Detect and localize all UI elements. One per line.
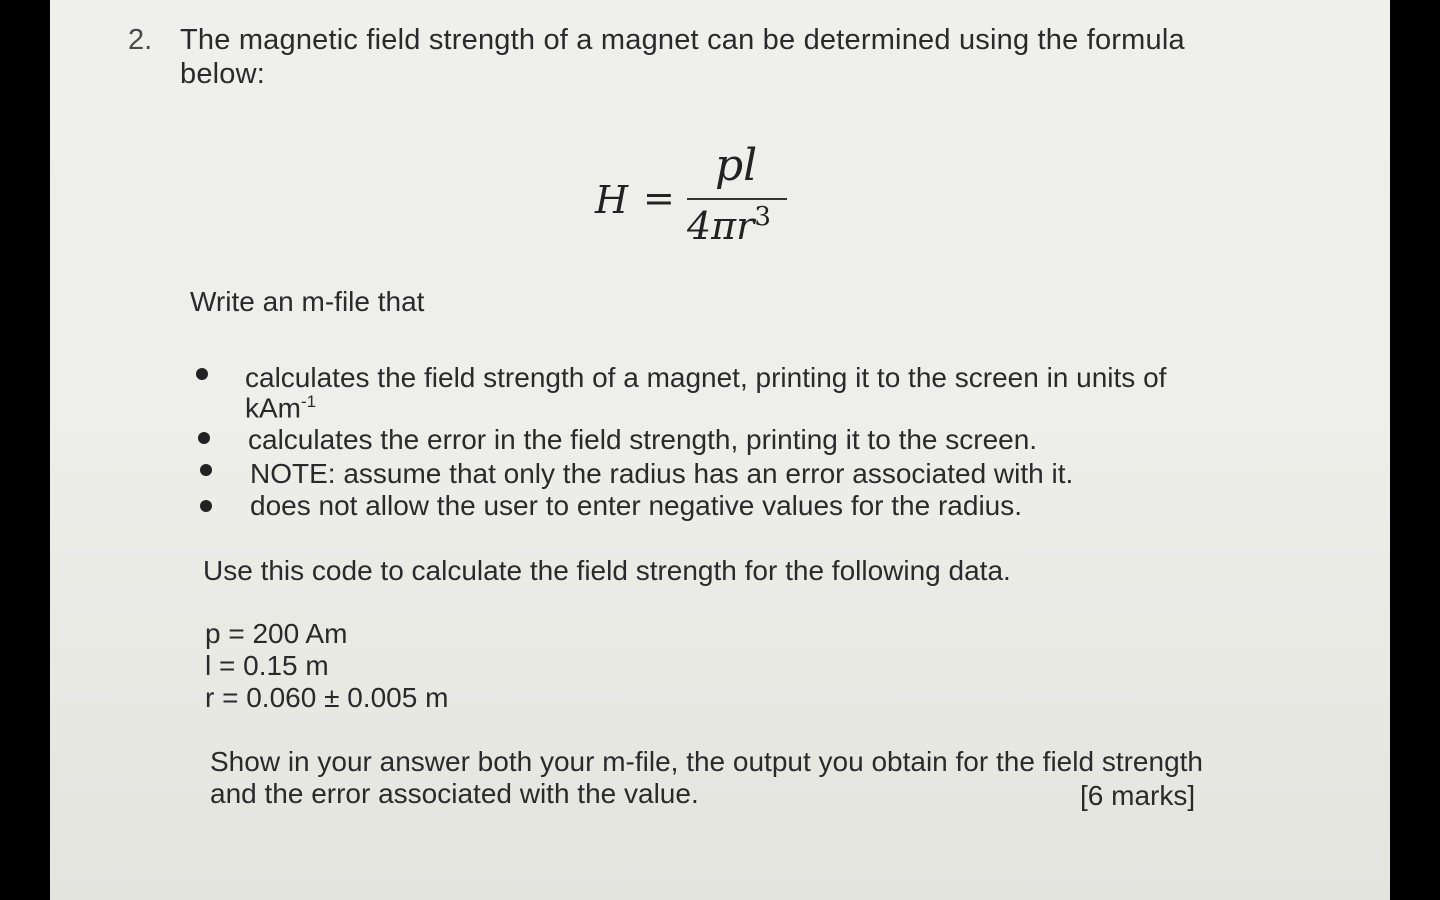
formula-denominator bbox=[687, 202, 771, 248]
units-base: kAm bbox=[245, 392, 301, 424]
worksheet-page bbox=[50, 0, 1390, 900]
fraction-bar bbox=[687, 198, 787, 200]
bullet-item-2: calculates the error in the field strength, printing it to the screen. bbox=[248, 424, 1038, 455]
data-value-r: r = 0.060 ± 0.005 m bbox=[205, 682, 449, 713]
formula-equals: = bbox=[643, 176, 675, 220]
question-text-line-1: The magnetic field strength of a magnet can be determined using the formula bbox=[180, 24, 1185, 56]
use-code-instruction: Use this code to calculate the field strength for the following data. bbox=[203, 555, 1011, 586]
field-strength-formula bbox=[595, 140, 795, 260]
bullet-item-1-units bbox=[245, 392, 316, 424]
bullet-dot-icon bbox=[196, 368, 208, 380]
question-text-line-2: below: bbox=[180, 58, 266, 90]
task-intro: Write an m-file that bbox=[190, 286, 425, 317]
answer-instruction-line-1: Show in your answer both your m-file, the output you obtain for the field strength bbox=[210, 746, 1204, 777]
bullet-item-4: does not allow the user to enter negative values for the radius. bbox=[250, 490, 1023, 521]
units-exponent: -1 bbox=[301, 392, 317, 411]
formula-exponent: 3 bbox=[754, 202, 771, 232]
bullet-dot-icon bbox=[198, 432, 210, 444]
formula-lhs: H bbox=[595, 178, 629, 222]
answer-instruction-line-2: and the error associated with the value. bbox=[210, 778, 699, 809]
formula-denominator-base: 4πr bbox=[687, 204, 755, 248]
bullet-dot-icon bbox=[200, 500, 212, 512]
data-value-l: l = 0.15 m bbox=[205, 650, 329, 681]
data-value-p: p = 200 Am bbox=[205, 618, 348, 649]
bullet-dot-icon bbox=[200, 464, 212, 476]
marks-label: [6 marks] bbox=[1080, 780, 1196, 811]
formula-numerator: pl bbox=[715, 140, 758, 191]
bullet-item-3: NOTE: assume that only the radius has an error associated with it. bbox=[250, 458, 1074, 489]
question-number: 2. bbox=[128, 24, 153, 56]
bullet-item-1: calculates the field strength of a magnet, printing it to the screen in units of bbox=[245, 362, 1167, 393]
